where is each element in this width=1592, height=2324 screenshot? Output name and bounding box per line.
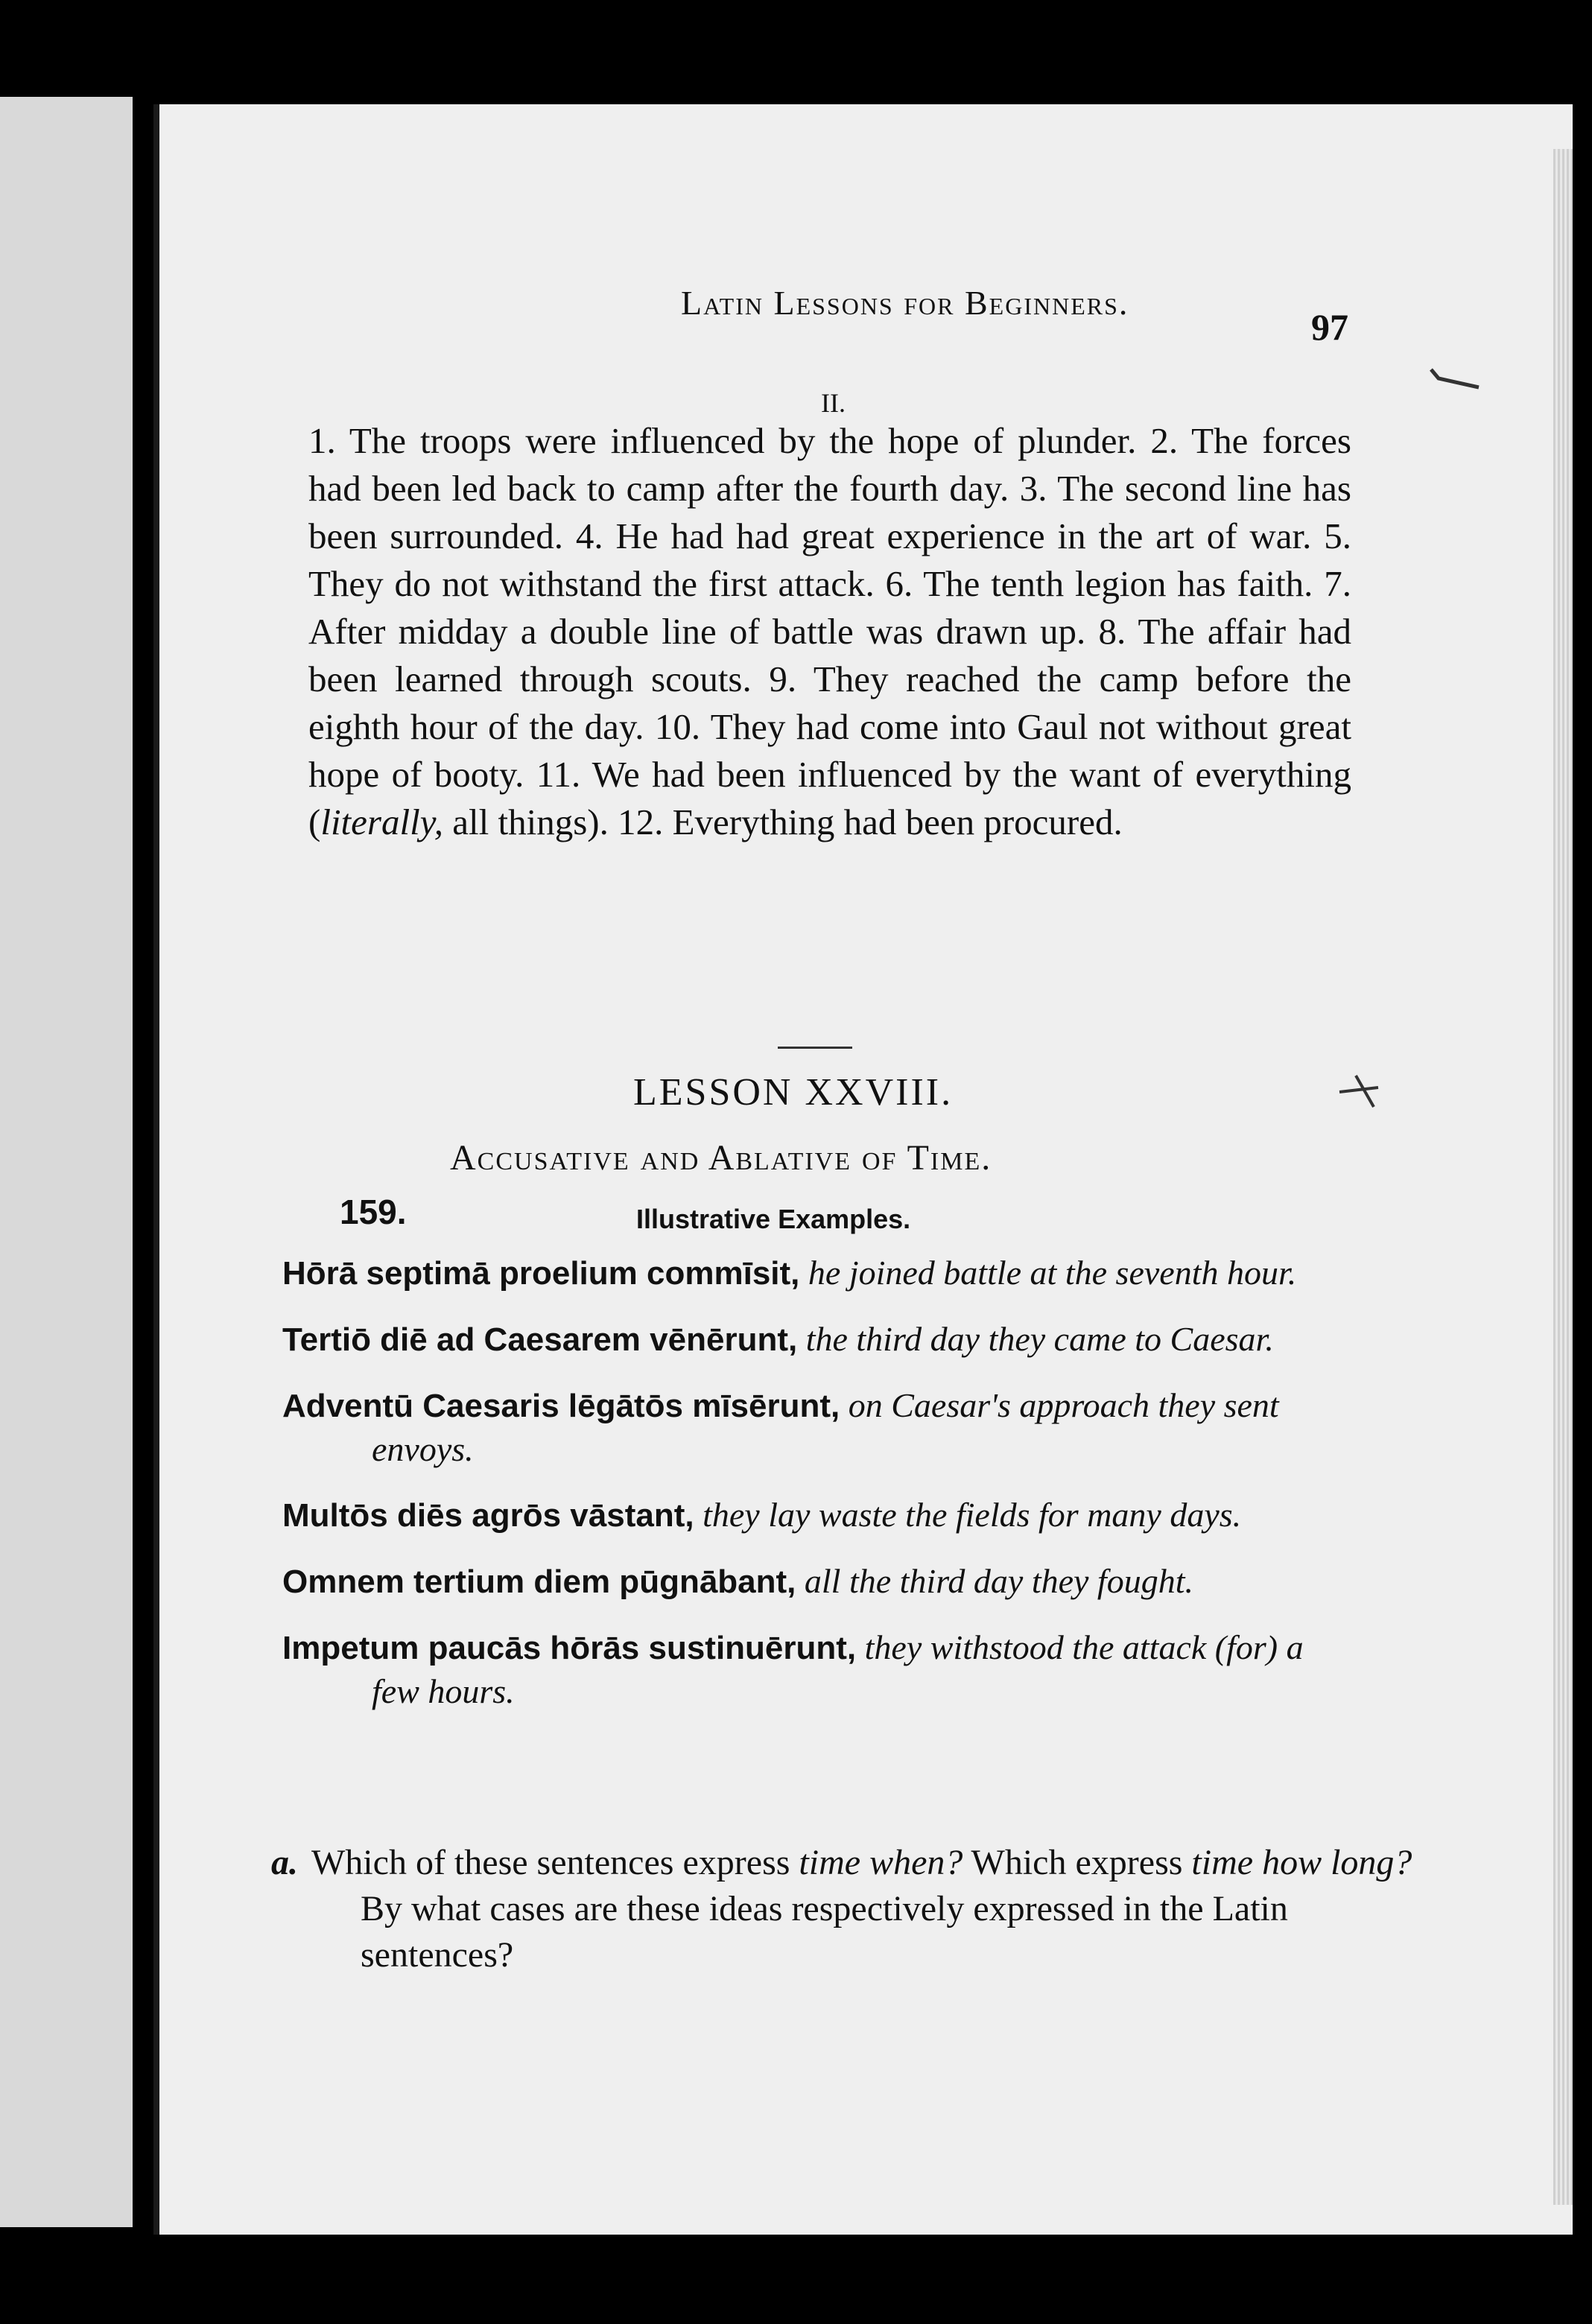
list-item [282,1493,1325,1537]
english-translation: they lay waste the fields for many days. [703,1496,1242,1534]
section-number: 159. [340,1193,407,1231]
exercise-text [308,417,1351,846]
english-translation: they withstood the attack (for) a few hours. [372,1628,1304,1710]
running-head: Latin Lessons for Beginners. [681,284,1129,322]
list-item [282,1384,1325,1471]
lesson-title: LESSON XXVIII. [633,1071,954,1114]
question-part-3: By what cases are these ideas respectively expressed in the Latin sentences? [361,1889,1288,1975]
examples-list [282,1251,1325,1736]
list-item [282,1560,1325,1604]
exercise-paren-rest: all things). [443,801,609,842]
exercise-paren-open: ( [308,801,321,842]
section-divider [778,1047,852,1049]
page-fore-edge [1553,149,1573,2205]
latin-sentence: Multōs diēs agrōs vāstant, [282,1497,694,1534]
question-part-2: Which express [963,1843,1192,1882]
book-page [153,104,1573,2235]
latin-sentence: Omnem tertium diem pūgnābant, [282,1563,796,1600]
list-item [282,1251,1325,1295]
latin-sentence: Hōrā septimā proelium commīsit, [282,1255,800,1292]
english-translation: all the third day they fought. [804,1562,1193,1600]
facing-page-edge [0,97,133,2227]
study-question [271,1840,1418,1978]
exercise-section-label: II. [821,388,846,418]
list-item [282,1318,1325,1362]
question-emphasis-2: time how long? [1191,1843,1412,1882]
exercise-italic-note: literally, [320,801,444,842]
exercise-body: 1. The troops were influenced by the hope of plunder. 2. The forces had been led back to camp after the fourth day. 3. The second line has been surrounded. 4. He had had great experience in the art of war. 5. They do not withstand the first attack. 6. The tenth legion has faith. 7. After midday a double line of battle was drawn up. 8. The affair had been learned through scouts. 9. They reached the camp before the eighth hour of the day. 10. They had come into Gaul not without great hope of booty. 11. We had been influenced by the want of everything [308,420,1351,795]
lesson-subtitle: Accusative and Ablative of Time. [450,1138,992,1178]
latin-sentence: Tertiō diē ad Caesarem vēnērunt, [282,1321,798,1358]
margin-x-mark [1336,1073,1381,1110]
section-label: Illustrative Examples. [636,1204,911,1234]
exercise-end: 12. Everything had been procured. [608,801,1123,842]
list-item [282,1626,1325,1713]
english-translation: the third day they came to Caesar. [805,1320,1274,1358]
english-translation: he joined battle at the seventh hour. [808,1254,1297,1292]
latin-sentence: Impetum paucās hōrās sustinuērunt, [282,1630,857,1666]
latin-sentence: Adventū Caesaris lēgātōs mīsērunt, [282,1388,840,1424]
page-number: 97 [1311,306,1348,348]
question-emphasis-1: time when? [799,1843,963,1882]
question-label: a. [271,1843,298,1882]
question-part-1: Which of these sentences express [311,1843,799,1882]
english-translation: on Caesar's approach they sent envoys. [372,1386,1279,1468]
margin-check-mark [1430,365,1482,395]
